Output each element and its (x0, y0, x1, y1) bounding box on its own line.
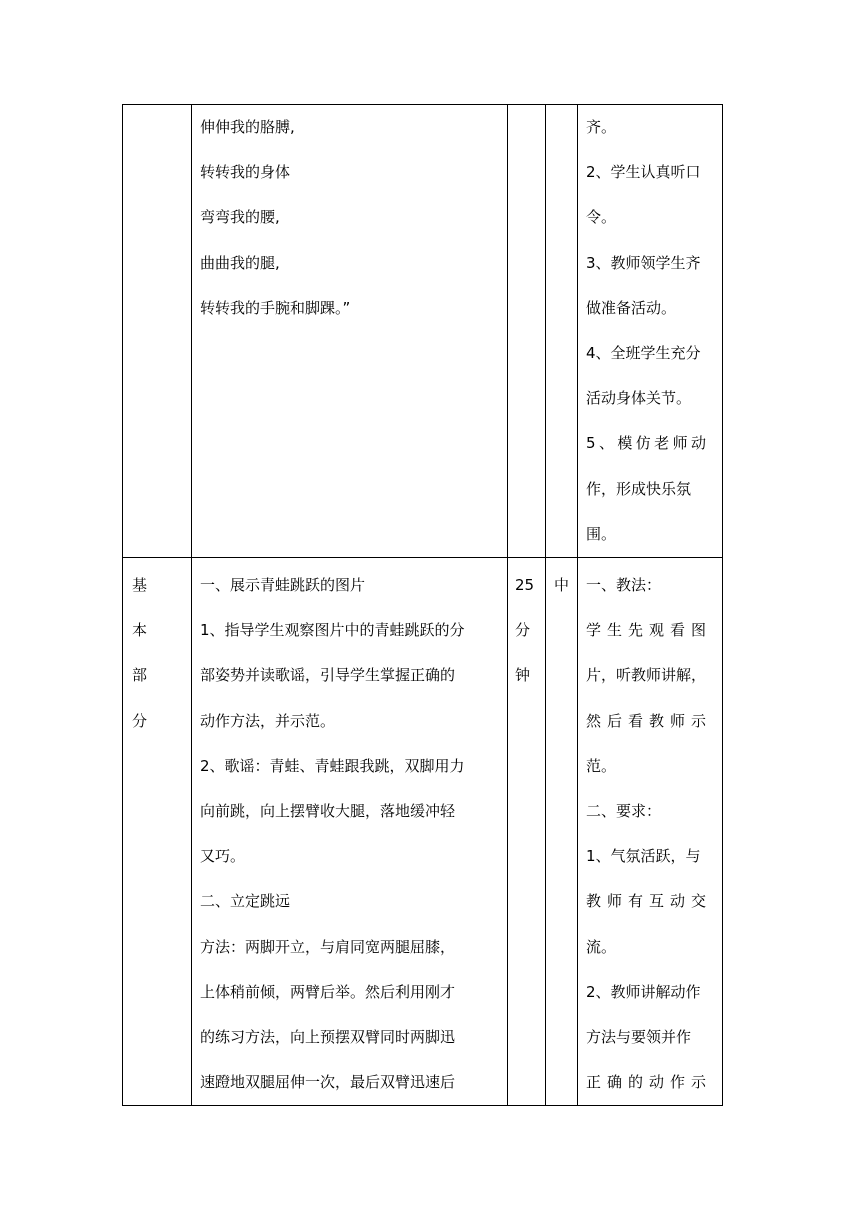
organization-line: 2、学生认真听口 (586, 163, 701, 182)
content-line: 弯弯我的腰, (200, 208, 280, 227)
organization-cell (578, 105, 723, 558)
organization-line: 1、气氛活跃，与 (586, 847, 701, 866)
time-unit-char: 钟 (515, 666, 531, 685)
organization-line: 学生先观看图 (586, 621, 706, 640)
organization-cell (578, 558, 723, 1106)
organization-line: 作，形成快乐氛 (586, 479, 692, 498)
section-cell (123, 105, 192, 558)
organization-line: 4、全班学生充分 (586, 344, 701, 363)
organization-line: 方法与要领并作 (586, 1028, 692, 1047)
content-line: 上体稍前倾，两臂后举。然后利用刚才 (200, 982, 456, 1001)
organization-line: 然后看教师示 (586, 711, 706, 730)
organization-line: 活动身体关节。 (586, 389, 692, 408)
organization-line: 教师有互动交 (586, 892, 706, 911)
organization-line: 一、教法： (586, 576, 662, 595)
content-line: 转转我的身体 (200, 163, 291, 182)
organization-line: 围。 (586, 524, 617, 543)
content-cell (192, 558, 508, 1106)
section-char: 分 (132, 711, 148, 730)
intensity-cell (546, 105, 578, 558)
content-line: 1、指导学生观察图片中的青蛙跳跃的分 (200, 621, 465, 640)
time-value: 25 (515, 576, 535, 595)
intensity-value: 中 (554, 576, 570, 595)
organization-line: 做准备活动。 (586, 298, 677, 317)
lesson-plan-table (122, 104, 723, 1106)
content-line: 二、立定跳远 (200, 892, 291, 911)
content-line: 速蹬地双腿屈伸一次，最后双臂迅速后 (200, 1073, 456, 1092)
section-char: 本 (132, 621, 148, 640)
content-line: 转转我的手腕和脚踝。” (200, 298, 351, 317)
section-char: 基 (132, 576, 148, 595)
content-cell (192, 105, 508, 558)
table-row (123, 105, 723, 558)
time-cell (508, 558, 546, 1106)
organization-line: 3、教师领学生齐 (586, 253, 701, 272)
organization-line: 齐。 (586, 118, 617, 136)
content-line: 方法：两脚开立，与肩同宽两腿屈膝， (200, 937, 456, 956)
intensity-cell (546, 558, 578, 1106)
time-unit-char: 分 (515, 621, 531, 640)
section-char: 部 (132, 666, 148, 685)
content-line: 曲曲我的腿, (200, 253, 280, 272)
organization-line: 令。 (586, 208, 617, 227)
content-line: 部姿势并读歌谣，引导学生掌握正确的 (200, 666, 456, 685)
organization-line: 5、模仿老师动 (586, 434, 706, 453)
organization-line: 二、要求： (586, 802, 662, 821)
organization-line: 片，听教师讲解， (586, 666, 707, 685)
table-row (123, 558, 723, 1106)
organization-line: 范。 (586, 756, 617, 775)
content-line: 动作方法，并示范。 (200, 711, 336, 730)
content-line: 伸伸我的胳膊, (200, 118, 295, 136)
content-line: 又巧。 (200, 847, 246, 866)
organization-line: 流。 (586, 937, 617, 956)
content-line: 一、展示青蛙跳跃的图片 (200, 576, 366, 595)
organization-line: 正确的动作示 (586, 1073, 706, 1092)
section-cell (123, 558, 192, 1106)
content-line: 的练习方法，向上预摆双臂同时两脚迅 (200, 1028, 456, 1047)
content-line: 向前跳，向上摆臂收大腿，落地缓冲轻 (200, 802, 456, 821)
content-line: 2、歌谣：青蛙、青蛙跟我跳，双脚用力 (200, 756, 465, 775)
organization-line: 2、教师讲解动作 (586, 982, 701, 1001)
time-cell (508, 105, 546, 558)
